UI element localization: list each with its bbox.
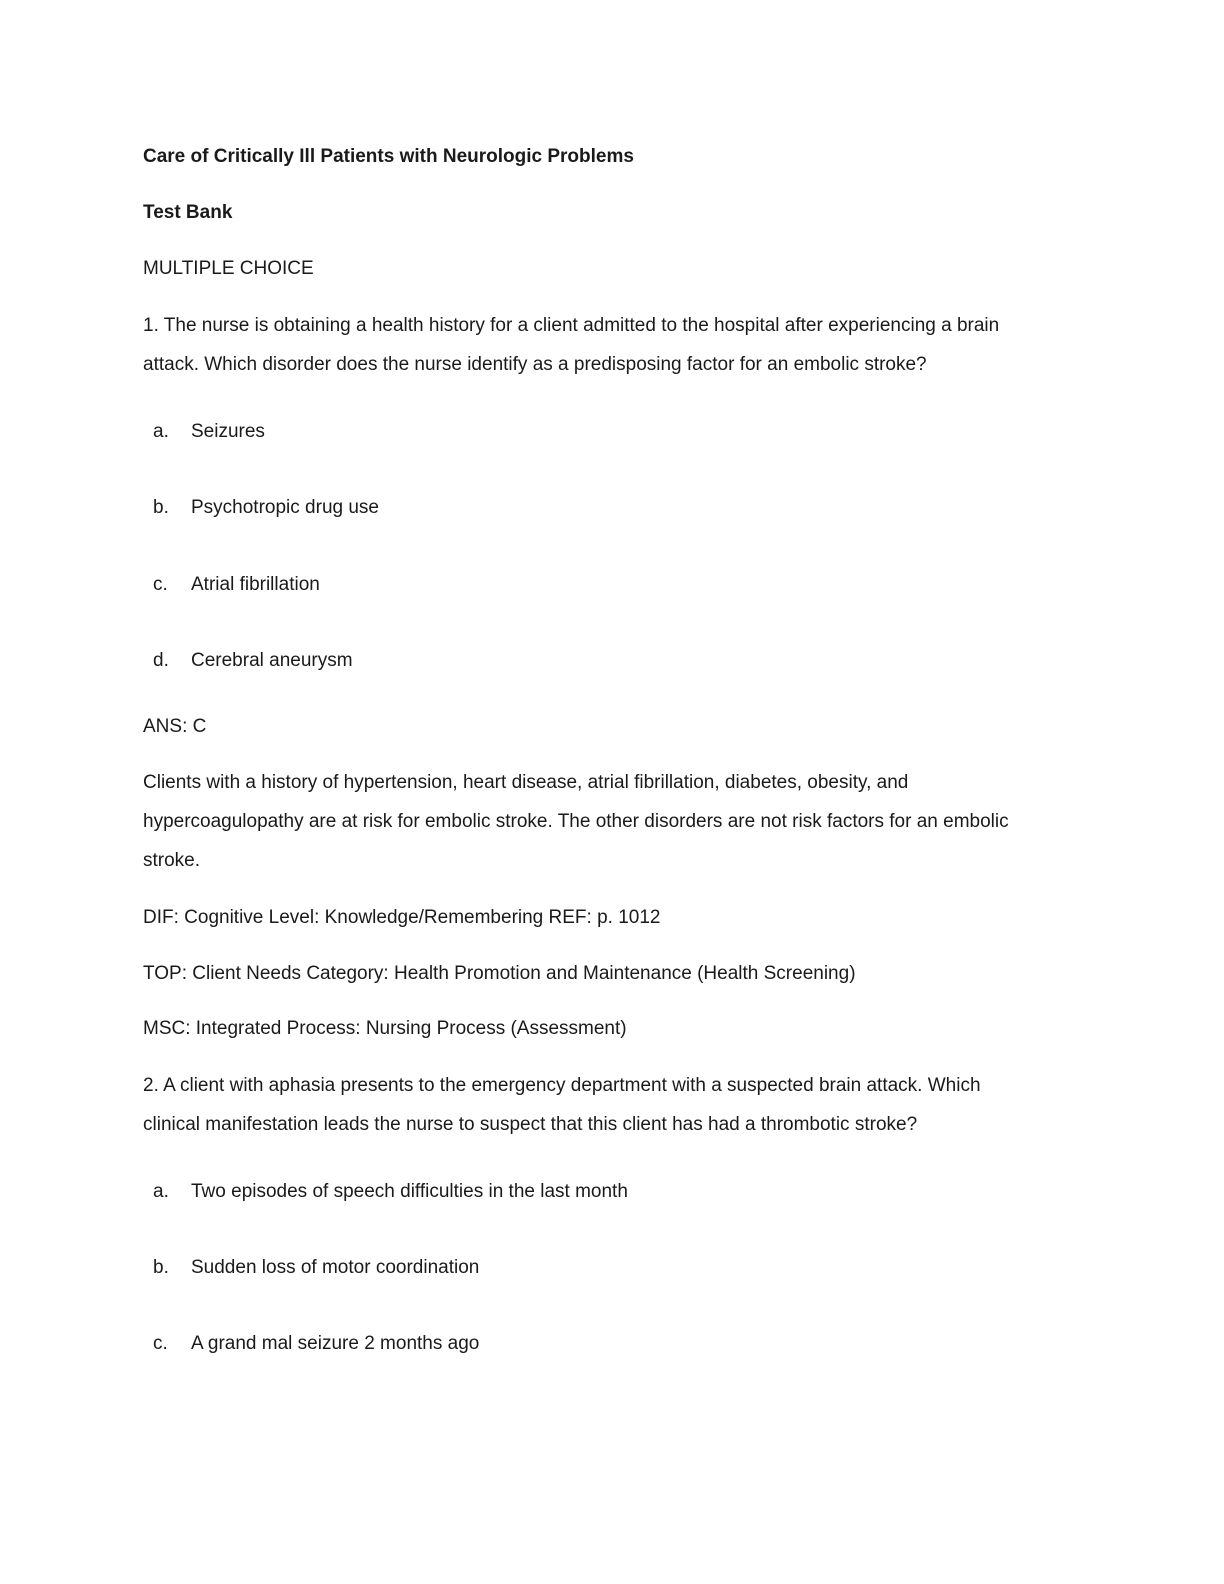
question-1-rationale-line-1: Clients with a history of hypertension, heart disease, atrial fibrillation, diabetes, obesity, and xyxy=(143,772,909,793)
question-1-stem-line-1: 1. The nurse is obtaining a health history for a client admitted to the hospital after experiencing a brain xyxy=(143,315,1000,336)
question-1-option-b-text: Psychotropic drug use xyxy=(191,497,379,518)
question-2-option-a-text: Two episodes of speech difficulties in the last month xyxy=(191,1181,628,1202)
question-2-option-a-letter: a. xyxy=(153,1181,169,1202)
question-1-option-c-text: Atrial fibrillation xyxy=(191,574,320,595)
question-1-msc: MSC: Integrated Process: Nursing Process (Assessment) xyxy=(143,1018,627,1039)
question-1-option-b-letter: b. xyxy=(153,497,169,518)
document-subtitle: Test Bank xyxy=(143,202,233,223)
question-2-stem-line-1: 2. A client with aphasia presents to the emergency department with a suspected brain attack. Which xyxy=(143,1075,981,1096)
question-1-option-d-text: Cerebral aneurysm xyxy=(191,650,353,671)
question-1-option-c-letter: c. xyxy=(153,574,168,595)
question-1-option-a-letter: a. xyxy=(153,421,169,442)
question-2-option-b-letter: b. xyxy=(153,1257,169,1278)
question-1-answer: ANS: C xyxy=(143,716,207,737)
question-2-option-c-text: A grand mal seizure 2 months ago xyxy=(191,1333,480,1354)
question-2-stem-line-2: clinical manifestation leads the nurse to suspect that this client has had a thrombotic stroke? xyxy=(143,1114,918,1135)
question-1-stem-line-2: attack. Which disorder does the nurse identify as a predisposing factor for an embolic stroke? xyxy=(143,354,927,375)
document-title: Care of Critically Ill Patients with Neurologic Problems xyxy=(143,146,634,167)
question-1-difficulty: DIF: Cognitive Level: Knowledge/Remembering REF: p. 1012 xyxy=(143,907,661,928)
question-1-rationale-line-2: hypercoagulopathy are at risk for embolic stroke. The other disorders are not risk factors for an embolic xyxy=(143,811,1009,832)
section-heading: MULTIPLE CHOICE xyxy=(143,258,314,279)
question-2-option-c-letter: c. xyxy=(153,1333,168,1354)
question-1-option-d-letter: d. xyxy=(153,650,169,671)
question-1-option-a-text: Seizures xyxy=(191,421,265,442)
question-2-option-b-text: Sudden loss of motor coordination xyxy=(191,1257,480,1278)
question-1-rationale-line-3: stroke. xyxy=(143,850,201,871)
question-1-topic: TOP: Client Needs Category: Health Promotion and Maintenance (Health Screening) xyxy=(143,963,856,984)
